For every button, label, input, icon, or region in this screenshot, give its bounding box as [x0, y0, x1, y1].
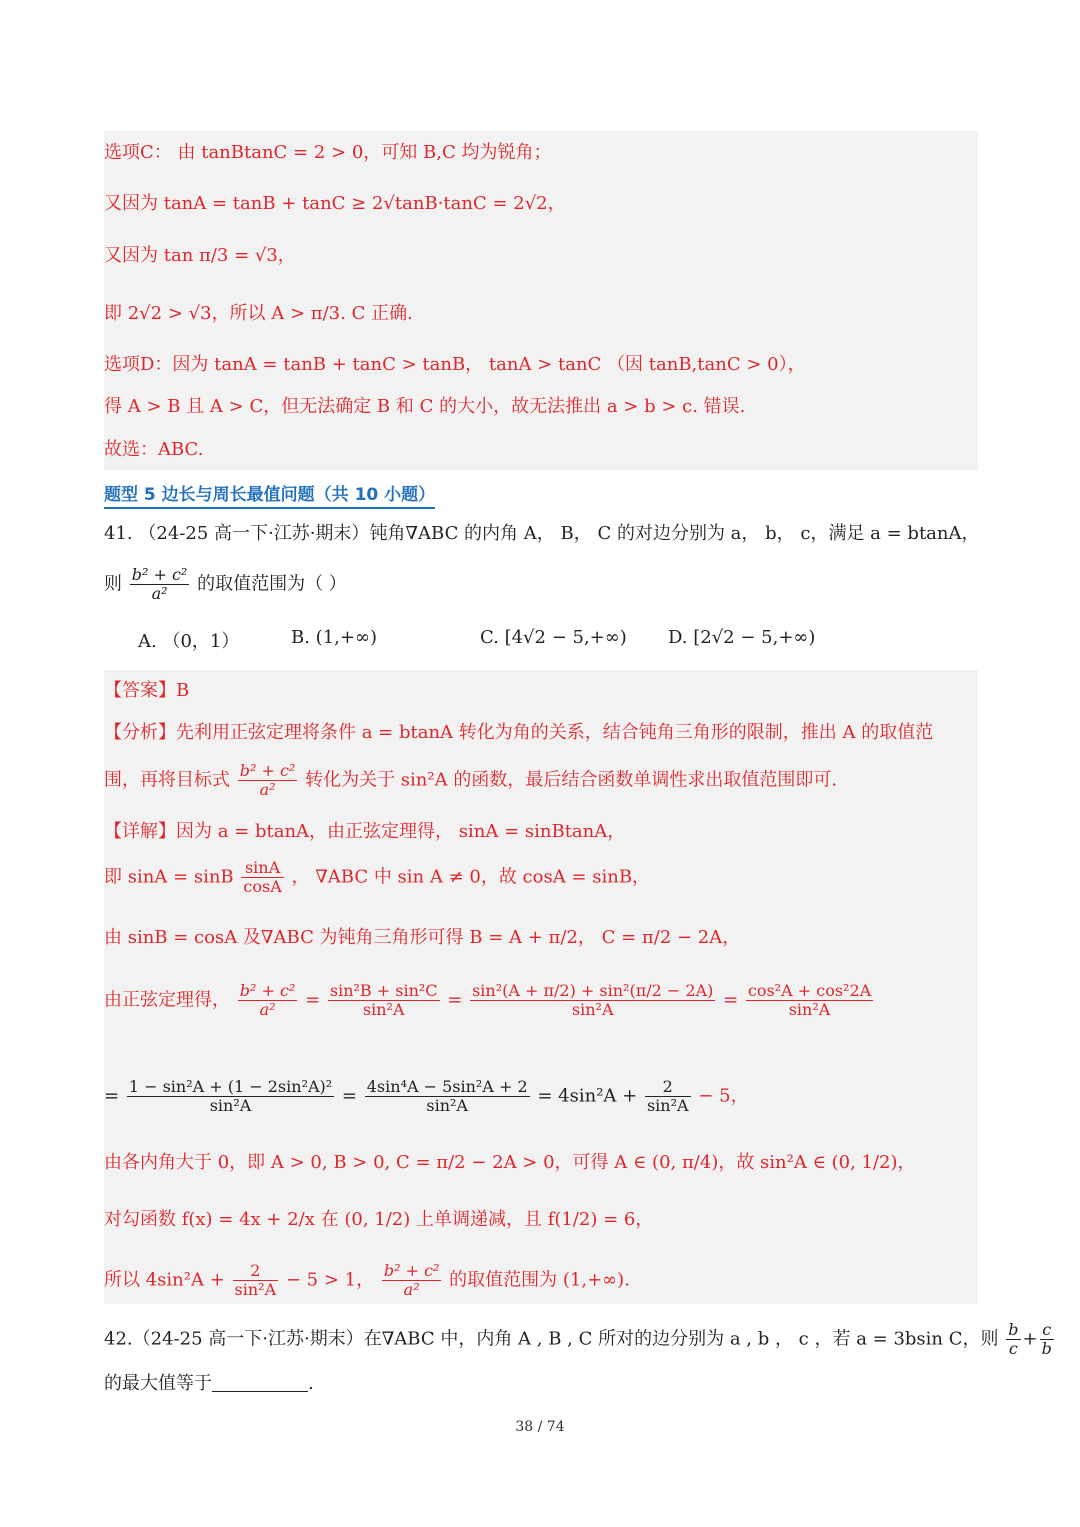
q41-stem	[104, 522, 980, 546]
solution-d-line2: 得 A > B 且 A > C，但无法确定 B 和 C 的大小，故无法推出 a > b > c. 错误.	[104, 396, 746, 417]
q41-detail-4-frac2-den: sin²A	[362, 1000, 405, 1019]
q41-detail-2	[104, 859, 650, 896]
q41-analysis-fraction-den: a²	[259, 780, 276, 799]
q41-fraction-num: b² + c²	[131, 565, 188, 584]
q42-number: 42.	[104, 1328, 133, 1350]
q41-detail-8-post: 的取值范围为 (1,+∞).	[449, 1269, 630, 1291]
q41-detail-4-frac3-num: sin²(A + π/2) + sin²(π/2 − 2A)	[472, 981, 714, 1000]
q41-detail-5-frac1	[127, 1078, 334, 1115]
q41-detail-2-fraction	[241, 859, 283, 896]
q41-detail-8-frac2-num: b² + c²	[383, 1261, 440, 1280]
solution-c-line1: 选项C： 由 tanBtanC = 2 > 0，可知 B,C 均为锐角；	[104, 142, 552, 163]
section-heading[interactable]: 题型 5 边长与周长最值问题（共 10 小题）	[104, 480, 435, 509]
q41-detail-4-frac1-num: b² + c²	[239, 981, 296, 1000]
q41-option-a[interactable]: A. （0，1）	[138, 631, 240, 652]
q41-analysis-1	[104, 721, 933, 745]
q41-detail-5-tail-frac	[645, 1078, 691, 1115]
q41-analysis-fraction-num: b² + c²	[239, 761, 296, 780]
q41-fraction-den: a²	[151, 584, 168, 603]
solution-box-top	[104, 131, 978, 470]
q41-analysis-label: 【分析】	[104, 722, 176, 743]
q42-stem2	[104, 1372, 314, 1396]
q41-detail-4-frac2	[328, 982, 440, 1019]
q41-fraction	[130, 566, 190, 603]
q41-detail-8-num: 2	[233, 1262, 279, 1281]
q41-detail-8-den: sin²A	[234, 1280, 277, 1299]
q41-stem2-pre: 则	[104, 573, 122, 595]
q41-analysis-2	[104, 762, 837, 799]
q41-detail-5-tail-num: 2	[645, 1078, 691, 1097]
q41-stem-text: 钝角∇ABC 的内角 A， B， C 的对边分别为 a， b， c，满足 a = btanA，	[369, 523, 980, 544]
q42-source: （24-25 高一下·江苏·期末）	[132, 1328, 364, 1350]
q41-detail-label: 【详解】	[104, 821, 176, 842]
solution-choice: 故选：ABC.	[104, 439, 204, 460]
q41-analysis-2-post: 转化为关于 sin²A 的函数，最后结合函数单调性求出取值范围即可.	[305, 769, 838, 791]
solution-c-line3-label: 又因为	[104, 245, 158, 266]
q41-number: 41.	[104, 523, 133, 544]
q41-answer: 【答案】B	[104, 680, 190, 701]
q41-detail-5-frac1-den: sin²A	[209, 1096, 252, 1115]
q41-option-c[interactable]: C. [4√2 − 5,+∞)	[480, 627, 627, 648]
q42-stem: 42.（24-25 高一下·江苏·期末）在∇ABC 中，内角 A , B , C 所对的边分别为 a , b ， c ，若 a = 3bsin C，则 $\frac{b}{c}$ + $\frac{c}{b}$	[104, 1320, 1052, 1358]
q41-detail-5-tail-den: sin²A	[646, 1096, 689, 1115]
q41-detail-3: 由 sinB = cosA 及∇ABC 为钝角三角形可得 B = A + π/2， C = π/2 − 2A，	[104, 927, 741, 948]
q41-detail-8-pre: 所以 4sin²A +	[104, 1269, 225, 1291]
q42-stem-text: 在∇ABC 中，内角 A , B , C 所对的边分别为 a , b ， c ，若 a = 3bsin C，则	[363, 1328, 999, 1350]
q42-frac1-num: b	[1008, 1320, 1019, 1339]
q41-detail-2-num: sinA	[241, 859, 283, 878]
q41-detail-5-tail-post: − 5，	[698, 1085, 749, 1107]
q42-frac1-den: c	[1008, 1339, 1018, 1358]
q41-analysis-fraction	[238, 762, 298, 799]
q41-option-d[interactable]: D. [2√2 − 5,+∞)	[668, 627, 816, 648]
q42-frac2-den: b	[1041, 1339, 1052, 1358]
solution-c-line2: 又因为 tanA = tanB + tanC ≥ 2√tanB·tanC = 2√2，	[104, 193, 566, 214]
q41-detail-5-frac2-num: 4sin⁴A − 5sin²A + 2	[366, 1077, 528, 1096]
q41-detail-8-frac2	[382, 1262, 442, 1299]
q41-detail-5-frac1-num: 1 − sin²A + (1 − 2sin²A)²	[128, 1077, 333, 1096]
q41-detail-5-tail-pre: = 4sin²A +	[537, 1085, 638, 1107]
q41-detail-2-post: ， ∇ABC 中 sin A ≠ 0，故 cosA = sinB，	[291, 866, 651, 888]
q41-option-b[interactable]: B. (1,+∞)	[291, 627, 377, 648]
q41-analysis-2-pre: 围，再将目标式	[104, 769, 230, 791]
q41-detail-4-frac4	[746, 982, 873, 1019]
q41-detail-4-frac1	[238, 982, 298, 1019]
q41-stem2-post: 的取值范围为（ ）	[197, 573, 347, 595]
q42-frac2-num: c	[1040, 1321, 1054, 1340]
solution-c-line3-math: tan π/3 = √3，	[163, 245, 296, 266]
q41-detail-6: 由各内角大于 0，即 A > 0, B > 0, C = π/2 − 2A > 0，可得 A ∈ (0, π/4)，故 sin²A ∈ (0, 1/2)，	[104, 1152, 916, 1173]
q41-detail-8-frac2-den: a²	[403, 1280, 420, 1299]
solution-c-line3	[104, 244, 296, 268]
q41-detail-4-frac3-den: sin²A	[571, 1000, 614, 1019]
q42-stem2-end: .	[308, 1373, 314, 1394]
q41-detail-2-den: cosA	[243, 877, 282, 896]
q41-detail-2-pre: 即 sinA = sinB	[104, 866, 234, 888]
q41-detail-4-label: 由正弦定理得，	[104, 989, 230, 1011]
q41-detail-4-frac4-num: cos²A + cos²2A	[747, 981, 872, 1000]
q41-detail-5-frac2	[365, 1078, 530, 1115]
q42-frac1	[1006, 1321, 1020, 1358]
q41-detail-4-frac1-den: a²	[259, 1000, 276, 1019]
q42-stem2-text: 的最大值等于	[104, 1373, 212, 1394]
q41-source: （24-25 高一下·江苏·期末）	[138, 523, 370, 544]
q41-analysis-text-1: 先利用正弦定理将条件 a = btanA 转化为角的关系，结合钝角三角形的限制，推出 A 的取值范	[176, 722, 934, 743]
q42-answer-blank[interactable]	[212, 1373, 308, 1392]
solution-c-line4: 即 2√2 > √3，所以 A > π/3. C 正确.	[104, 303, 413, 324]
q41-stem2	[104, 566, 347, 603]
q41-detail-5-frac2-den: sin²A	[426, 1096, 468, 1115]
q41-detail-7: 对勾函数 f(x) = 4x + 2/x 在 (0, 1/2) 上单调递减，且 f(1/2) = 6，	[104, 1209, 654, 1230]
q41-detail-8-mid: − 5 > 1，	[285, 1269, 375, 1291]
q41-detail-4-frac2-num: sin²B + sin²C	[329, 981, 438, 1000]
q41-detail-8-frac	[233, 1262, 279, 1299]
page-number: 38 / 74	[515, 1419, 565, 1435]
q41-detail-1	[104, 820, 625, 844]
solution-d-line1: 选项D：因为 tanA = tanB + tanC > tanB， tanA > tanC （因 tanB,tanC > 0），	[104, 354, 806, 375]
q41-detail-5: = $\frac{\text{1 − sin²A + (1 − 2sin²A)²}}{\text{sin²A}}$ = $\frac{\text{4sin⁴A − 5sin²A + 2}}{\text{sin²A}}$ = 4sin²A + $\frac{2}{\text{sin²A}}$ − 5，	[104, 1077, 749, 1115]
q41-detail-4: 由正弦定理得， $\frac{\text{b² + c²}}{\text{a²}}$ = $\frac{\text{sin²B + sin²C}}{\text{sin²A}}$ = $\frac{\text{sin²(A + π/2) + sin²(π/2 − 2A)}}{\text{sin²A}}$ = $\frac{\text{cos²A + cos²2A}}{\text{sin²A}}$	[104, 981, 872, 1019]
q41-detail-8	[104, 1262, 630, 1299]
q41-detail-4-frac4-den: sin²A	[788, 1000, 831, 1019]
q42-frac2	[1040, 1321, 1054, 1358]
q41-detail-4-frac3	[470, 982, 715, 1019]
q41-detail-text-1: 因为 a = btanA，由正弦定理得， sinA = sinBtanA，	[176, 821, 626, 842]
